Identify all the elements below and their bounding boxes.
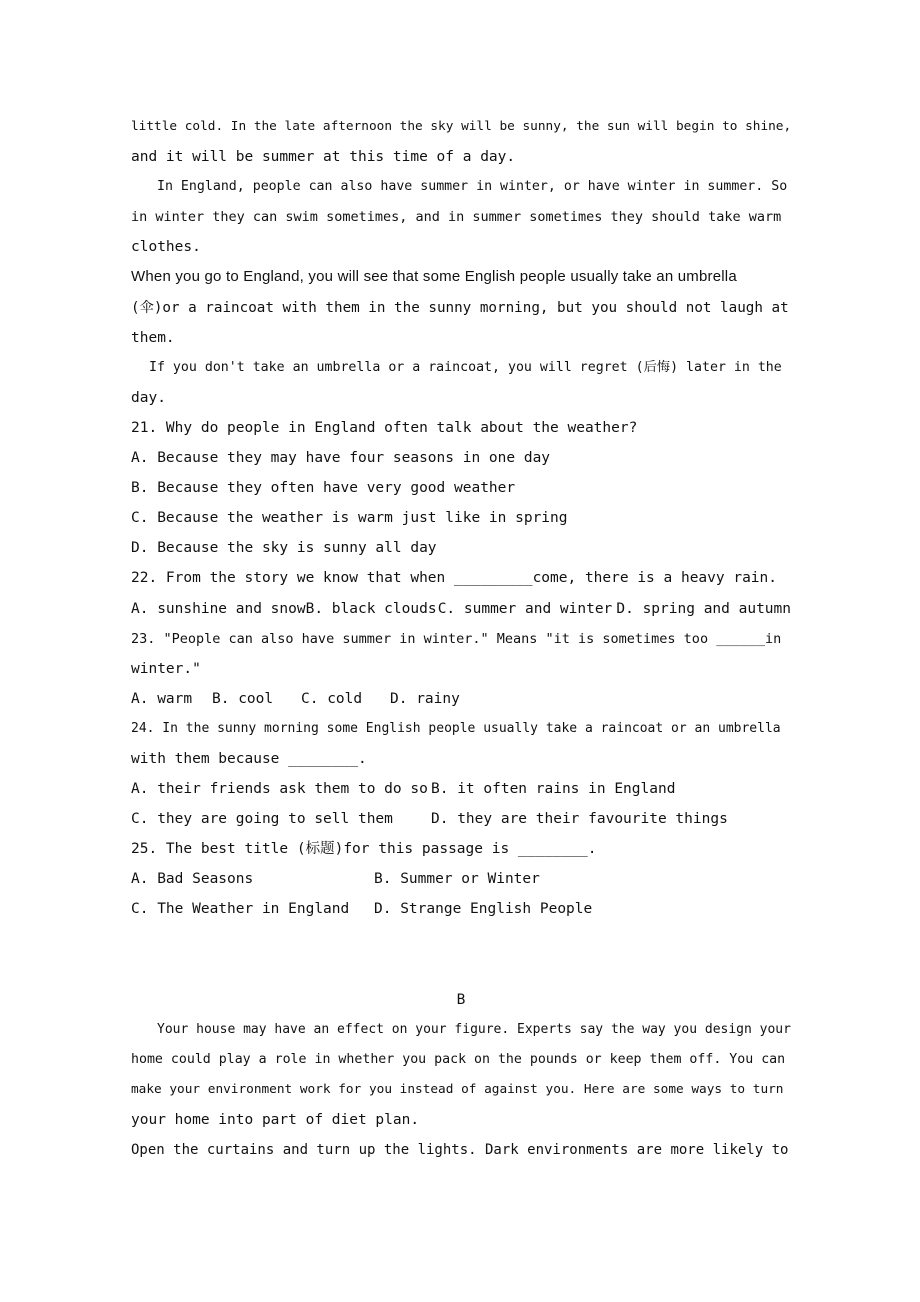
passage-line: day.	[131, 389, 166, 406]
question-24-option-b: B. it often rains in England	[431, 781, 676, 798]
question-23-option-c: C. cold	[301, 690, 363, 707]
question-24-stem-cont: with them because ________.	[131, 750, 367, 767]
question-24-stem: 24. In the sunny morning some English people usually take a raincoat or an umbrella	[131, 720, 781, 736]
question-25-options-row1	[131, 864, 791, 894]
question-25-option-b: B. Summer or Winter	[374, 871, 540, 888]
passage-line: make your environment work for you instead of against you. Here are some ways to turn	[131, 1081, 784, 1097]
section-gap	[131, 925, 791, 985]
passage-line: clothes.	[131, 239, 201, 256]
question-25-option-a: A. Bad Seasons	[131, 871, 254, 888]
question-22-stem: 22. From the story we know that when _________come, there is a heavy rain.	[131, 570, 778, 587]
question-23-stem-cont: winter."	[131, 660, 201, 677]
passage-line: Your house may have an effect on your figure. Experts say the way you design your	[157, 1021, 791, 1037]
question-24-option-c: C. they are going to sell them	[131, 811, 393, 828]
question-22-option-d: D. spring and autumn	[616, 600, 791, 617]
question-24-options-row1	[131, 774, 791, 804]
passage-line: your home into part of diet plan.	[131, 1111, 420, 1128]
question-24-options-row2	[131, 804, 791, 834]
passage-line: Open the curtains and turn up the lights. Dark environments are more likely to	[131, 1142, 789, 1158]
document-page	[131, 112, 791, 1165]
passage-line: In England, people can also have summer in winter, or have winter in summer. So	[157, 179, 788, 195]
question-24-option-a: A. their friends ask them to do so	[131, 781, 428, 798]
question-21-option-c: C. Because the weather is warm just like in spring	[131, 510, 568, 527]
passage-line: and it will be summer at this time of a day.	[131, 149, 516, 166]
question-23-option-d: D. rainy	[390, 690, 460, 707]
passage-line: If you don't take an umbrella or a raincoat, you will regret (后悔) later in the	[149, 359, 782, 375]
question-22-option-b: B. black clouds	[305, 600, 437, 617]
question-21-option-b: B. Because they often have very good weather	[131, 480, 516, 497]
question-21-stem: 21. Why do people in England often talk about the weather?	[131, 419, 638, 436]
question-22-option-c: C. summer and winter	[437, 600, 613, 617]
section-heading: B	[456, 991, 466, 1008]
passage-line: When you go to England, you will see that some English people usually take an umbrella	[131, 268, 737, 286]
question-25-options-row2	[131, 894, 791, 924]
question-23-option-b: B. cool	[212, 690, 274, 707]
passage-line: in winter they can swim sometimes, and in summer sometimes they should take warm	[131, 209, 782, 226]
question-25-option-d: D. Strange English People	[374, 901, 593, 918]
passage-line: home could play a role in whether you pack on the pounds or keep them off. You can	[131, 1051, 786, 1067]
question-21-option-a: A. Because they may have four seasons in one day	[131, 450, 551, 467]
question-25-option-c: C. The Weather in England	[131, 901, 350, 918]
question-23-option-a: A. warm	[131, 690, 193, 707]
question-23-options	[131, 684, 791, 714]
question-22-options	[131, 594, 791, 624]
passage-line: them.	[131, 329, 175, 346]
question-22-option-a: A. sunshine and snow	[131, 600, 306, 617]
question-24-option-d: D. they are their favourite things	[431, 811, 728, 828]
question-23-stem: 23. "People can also have summer in winter." Means "it is sometimes too ______in	[131, 630, 782, 647]
question-25-stem: 25. The best title (标题)for this passage is ________.	[131, 841, 597, 858]
passage-line: little cold. In the late afternoon the sky will be sunny, the sun will begin to shine,	[131, 119, 792, 134]
question-21-option-d: D. Because the sky is sunny all day	[131, 540, 437, 557]
passage-line: (伞)or a raincoat with them in the sunny morning, but you should not laugh at	[131, 299, 789, 316]
